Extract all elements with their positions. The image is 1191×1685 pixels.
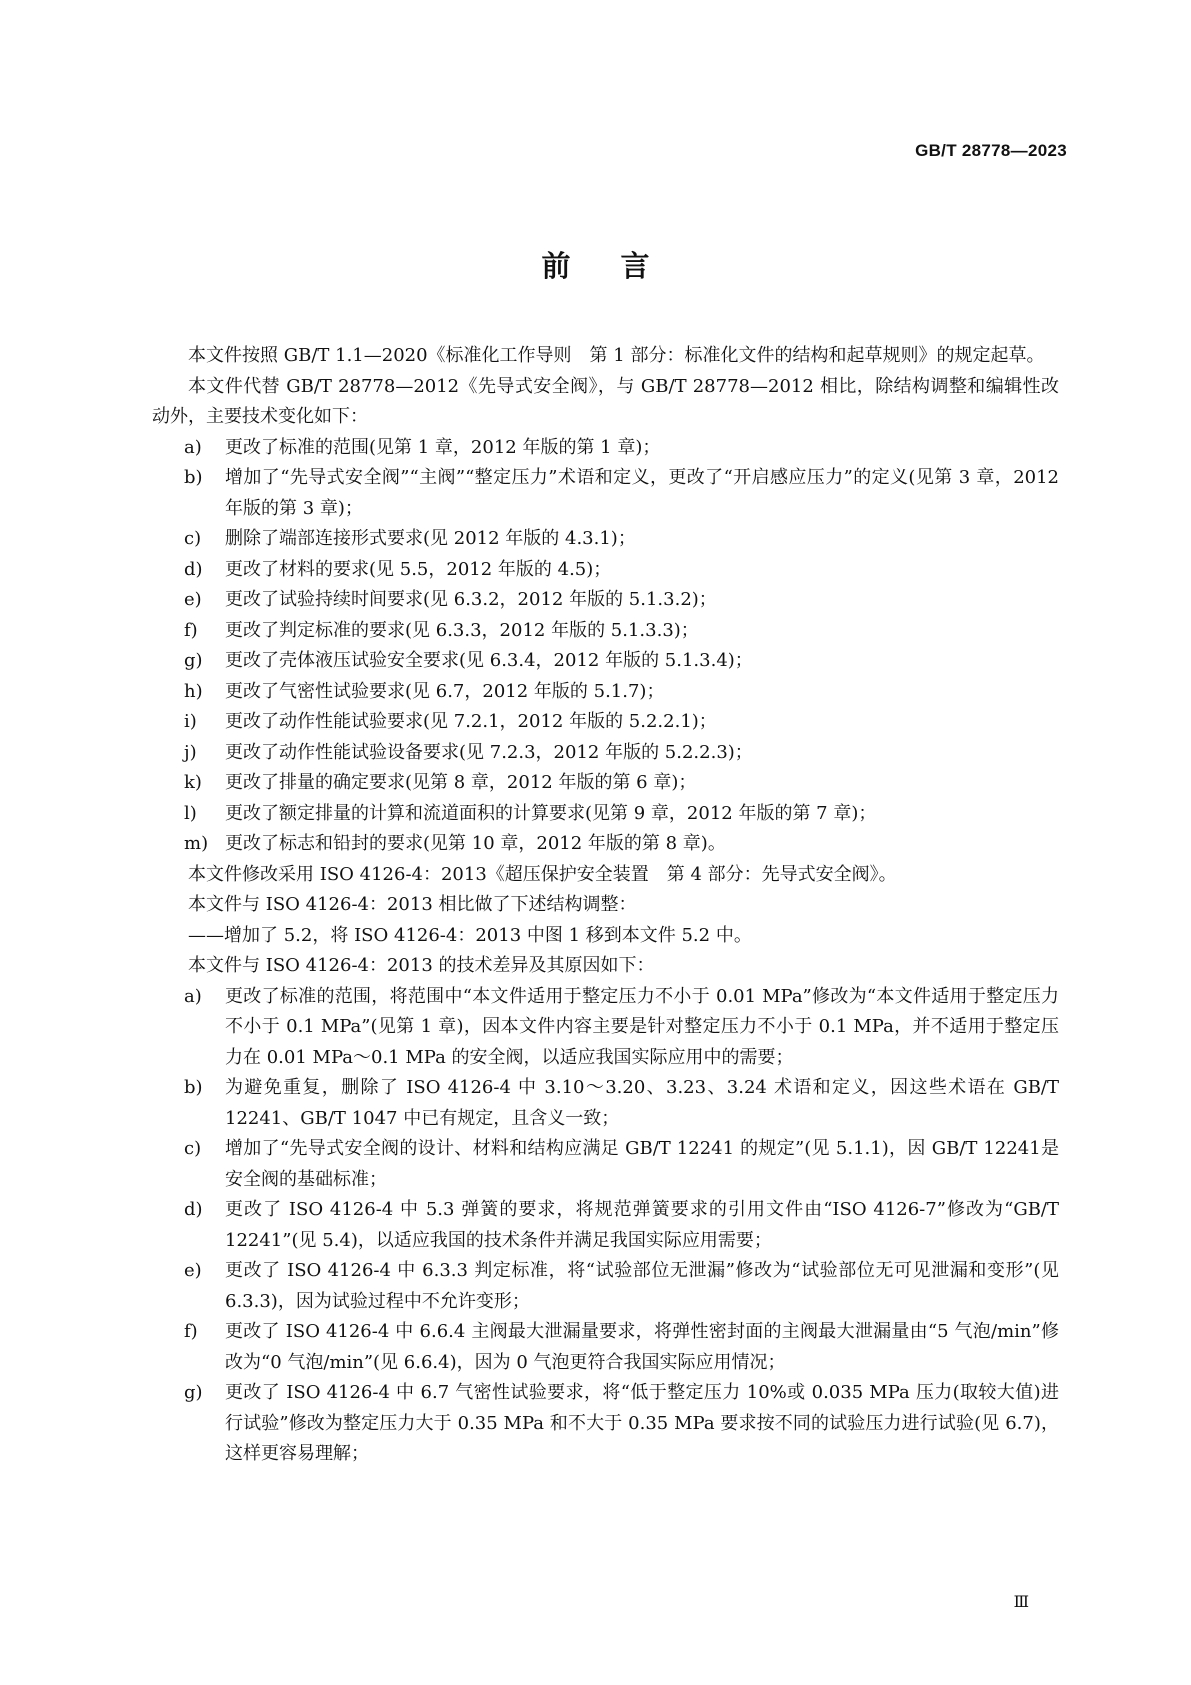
list-label: c)	[184, 1138, 202, 1159]
list-item	[152, 646, 1059, 677]
list-label: d)	[184, 1199, 203, 1220]
list-text: 更改了 ISO 4126-4 中 5.3 弹簧的要求，将规范弹簧要求的引用文件由“ISO 4126-7”修改为“GB/T 12241”(见 5.4)，以适应我国的技术条件并满足我国实际应用需要；	[225, 1199, 1059, 1251]
list-label: b)	[184, 467, 203, 488]
list-item	[152, 768, 1059, 799]
list-text: 更改了壳体液压试验安全要求(见 6.3.4，2012 年版的 5.1.3.4)；	[225, 650, 753, 671]
list-label: h)	[184, 680, 203, 702]
list-item	[152, 585, 1059, 616]
list-label: e)	[184, 1260, 202, 1281]
list-item	[152, 1378, 1059, 1470]
list-label: g)	[184, 650, 203, 671]
list-text: 更改了 ISO 4126-4 中 6.7 气密性试验要求，将“低于整定压力 10%或 0.035 MPa 压力(取较大值)进行试验”修改为整定压力大于 0.35 MPa 和不大于 0.35 MPa 要求按不同的试验压力进行试验(见 6.7)，这样更容易理解；	[225, 1382, 1059, 1464]
page-number: Ⅲ	[1013, 1592, 1029, 1611]
list-label: f)	[184, 1321, 198, 1342]
list-item	[152, 524, 1059, 555]
list-text: 更改了额定排量的计算和流道面积的计算要求(见第 9 章，2012 年版的第 7 章)；	[225, 802, 877, 824]
intro-paragraph: 本文件按照 GB/T 1.1—2020《标准化工作导则 第 1 部分：标准化文件的结构和起草规则》的规定起草。	[188, 345, 1045, 366]
list-text: 更改了标准的范围(见第 1 章，2012 年版的第 1 章)；	[225, 436, 661, 458]
list-text: 增加了“先导式安全阀”“主阀”“整定压力”术语和定义，更改了“开启感应压力”的定义(见第 3 章，2012 年版的第 3 章)；	[225, 467, 1059, 519]
list-text: 更改了材料的要求(见 5.5，2012 年版的 4.5)；	[225, 558, 612, 580]
list-item	[152, 1073, 1059, 1134]
list-label: a)	[184, 985, 202, 1007]
list-label: m)	[184, 833, 209, 854]
list-text: 更改了判定标准的要求(见 6.3.3，2012 年版的 5.1.3.3)；	[225, 619, 699, 641]
list-item	[152, 1134, 1059, 1195]
list-item	[152, 707, 1059, 738]
list-text: 更改了标志和铅封的要求(见第 10 章，2012 年版的第 8 章)。	[225, 833, 726, 854]
list-label: i)	[184, 711, 197, 732]
list-label: k)	[184, 772, 202, 793]
structure-change-item: ——增加了 5.2，将 ISO 4126-4：2013 中图 1 移到本文件 5.2 中。	[188, 924, 752, 946]
list-label: l)	[184, 802, 197, 824]
adoption-paragraph: 本文件修改采用 ISO 4126-4：2013《超压保护安全装置 第 4 部分：先导式安全阀》。	[188, 863, 897, 885]
list-text: 增加了“先导式安全阀的设计、材料和结构应满足 GB/T 12241 的规定”(见 5.1.1)，因 GB/T 12241是安全阀的基础标准；	[225, 1138, 1059, 1190]
list-text: 删除了端部连接形式要求(见 2012 年版的 4.3.1)；	[225, 528, 636, 549]
document-body	[152, 341, 1059, 1470]
list-label: b)	[184, 1077, 203, 1098]
list-label: c)	[184, 528, 202, 549]
list-item	[152, 1195, 1059, 1256]
list-label: g)	[184, 1382, 203, 1403]
page-title: 前言	[541, 249, 700, 283]
list-label: a)	[184, 436, 202, 458]
list-text: 更改了排量的确定要求(见第 8 章，2012 年版的第 6 章)；	[225, 772, 697, 793]
list-item	[152, 1256, 1059, 1317]
list-item	[152, 616, 1059, 647]
adoption-paragraph: 本文件与 ISO 4126-4：2013 相比做了下述结构调整：	[188, 894, 637, 915]
list-text: 更改了 ISO 4126-4 中 6.6.4 主阀最大泄漏量要求，将弹性密封面的主阀最大泄漏量由“5 气泡/min”修改为“0 气泡/min”(见 6.6.4)，因为 0 气泡更符合我国实际应用情况；	[225, 1321, 1059, 1373]
list-item	[152, 738, 1059, 769]
list-item	[152, 799, 1059, 830]
list-item	[152, 982, 1059, 1074]
list-item	[152, 555, 1059, 586]
list-item	[152, 677, 1059, 708]
list-label: f)	[184, 619, 198, 641]
list-text: 更改了动作性能试验设备要求(见 7.2.3，2012 年版的 5.2.2.3)；	[225, 741, 753, 763]
list-item	[152, 829, 1059, 860]
changes-list	[152, 433, 1059, 860]
list-item	[152, 463, 1059, 524]
list-text: 更改了气密性试验要求(见 6.7，2012 年版的 5.1.7)；	[225, 680, 665, 702]
list-item	[152, 1317, 1059, 1378]
list-text: 更改了 ISO 4126-4 中 6.3.3 判定标准，将“试验部位无泄漏”修改为“试验部位无可见泄漏和变形”(见 6.3.3)，因为试验过程中不允许变形；	[225, 1260, 1059, 1312]
list-item	[152, 433, 1059, 464]
tech-diff-intro: 本文件与 ISO 4126-4：2013 的技术差异及其原因如下：	[188, 955, 655, 976]
list-text: 为避免重复，删除了 ISO 4126-4 中 3.10～3.20、3.23、3.24 术语和定义，因这些术语在 GB/T 12241、GB/T 1047 中已有规定，且含义一致；	[225, 1077, 1059, 1129]
list-label: d)	[184, 558, 203, 580]
list-label: j)	[184, 741, 197, 763]
intro-paragraph: 本文件代替 GB/T 28778—2012《先导式安全阀》，与 GB/T 28778—2012 相比，除结构调整和编辑性改动外，主要技术变化如下：	[152, 375, 1059, 427]
list-text: 更改了试验持续时间要求(见 6.3.2，2012 年版的 5.1.3.2)；	[225, 589, 717, 610]
list-text: 更改了动作性能试验要求(见 7.2.1，2012 年版的 5.2.2.1)；	[225, 711, 717, 732]
list-label: e)	[184, 589, 202, 610]
tech-diff-list	[152, 982, 1059, 1470]
list-text: 更改了标准的范围，将范围中“本文件适用于整定压力不小于 0.01 MPa”修改为“本文件适用于整定压力不小于 0.1 MPa”(见第 1 章)，因本文件内容主要是针对整定压力不小于 0.1 MPa，并不适用于整定压力在 0.01 MPa～0.1 MPa 的安全阀，以适应我国实际应用中的需要；	[225, 985, 1059, 1068]
standard-code: GB/T 28778—2023	[915, 141, 1067, 160]
